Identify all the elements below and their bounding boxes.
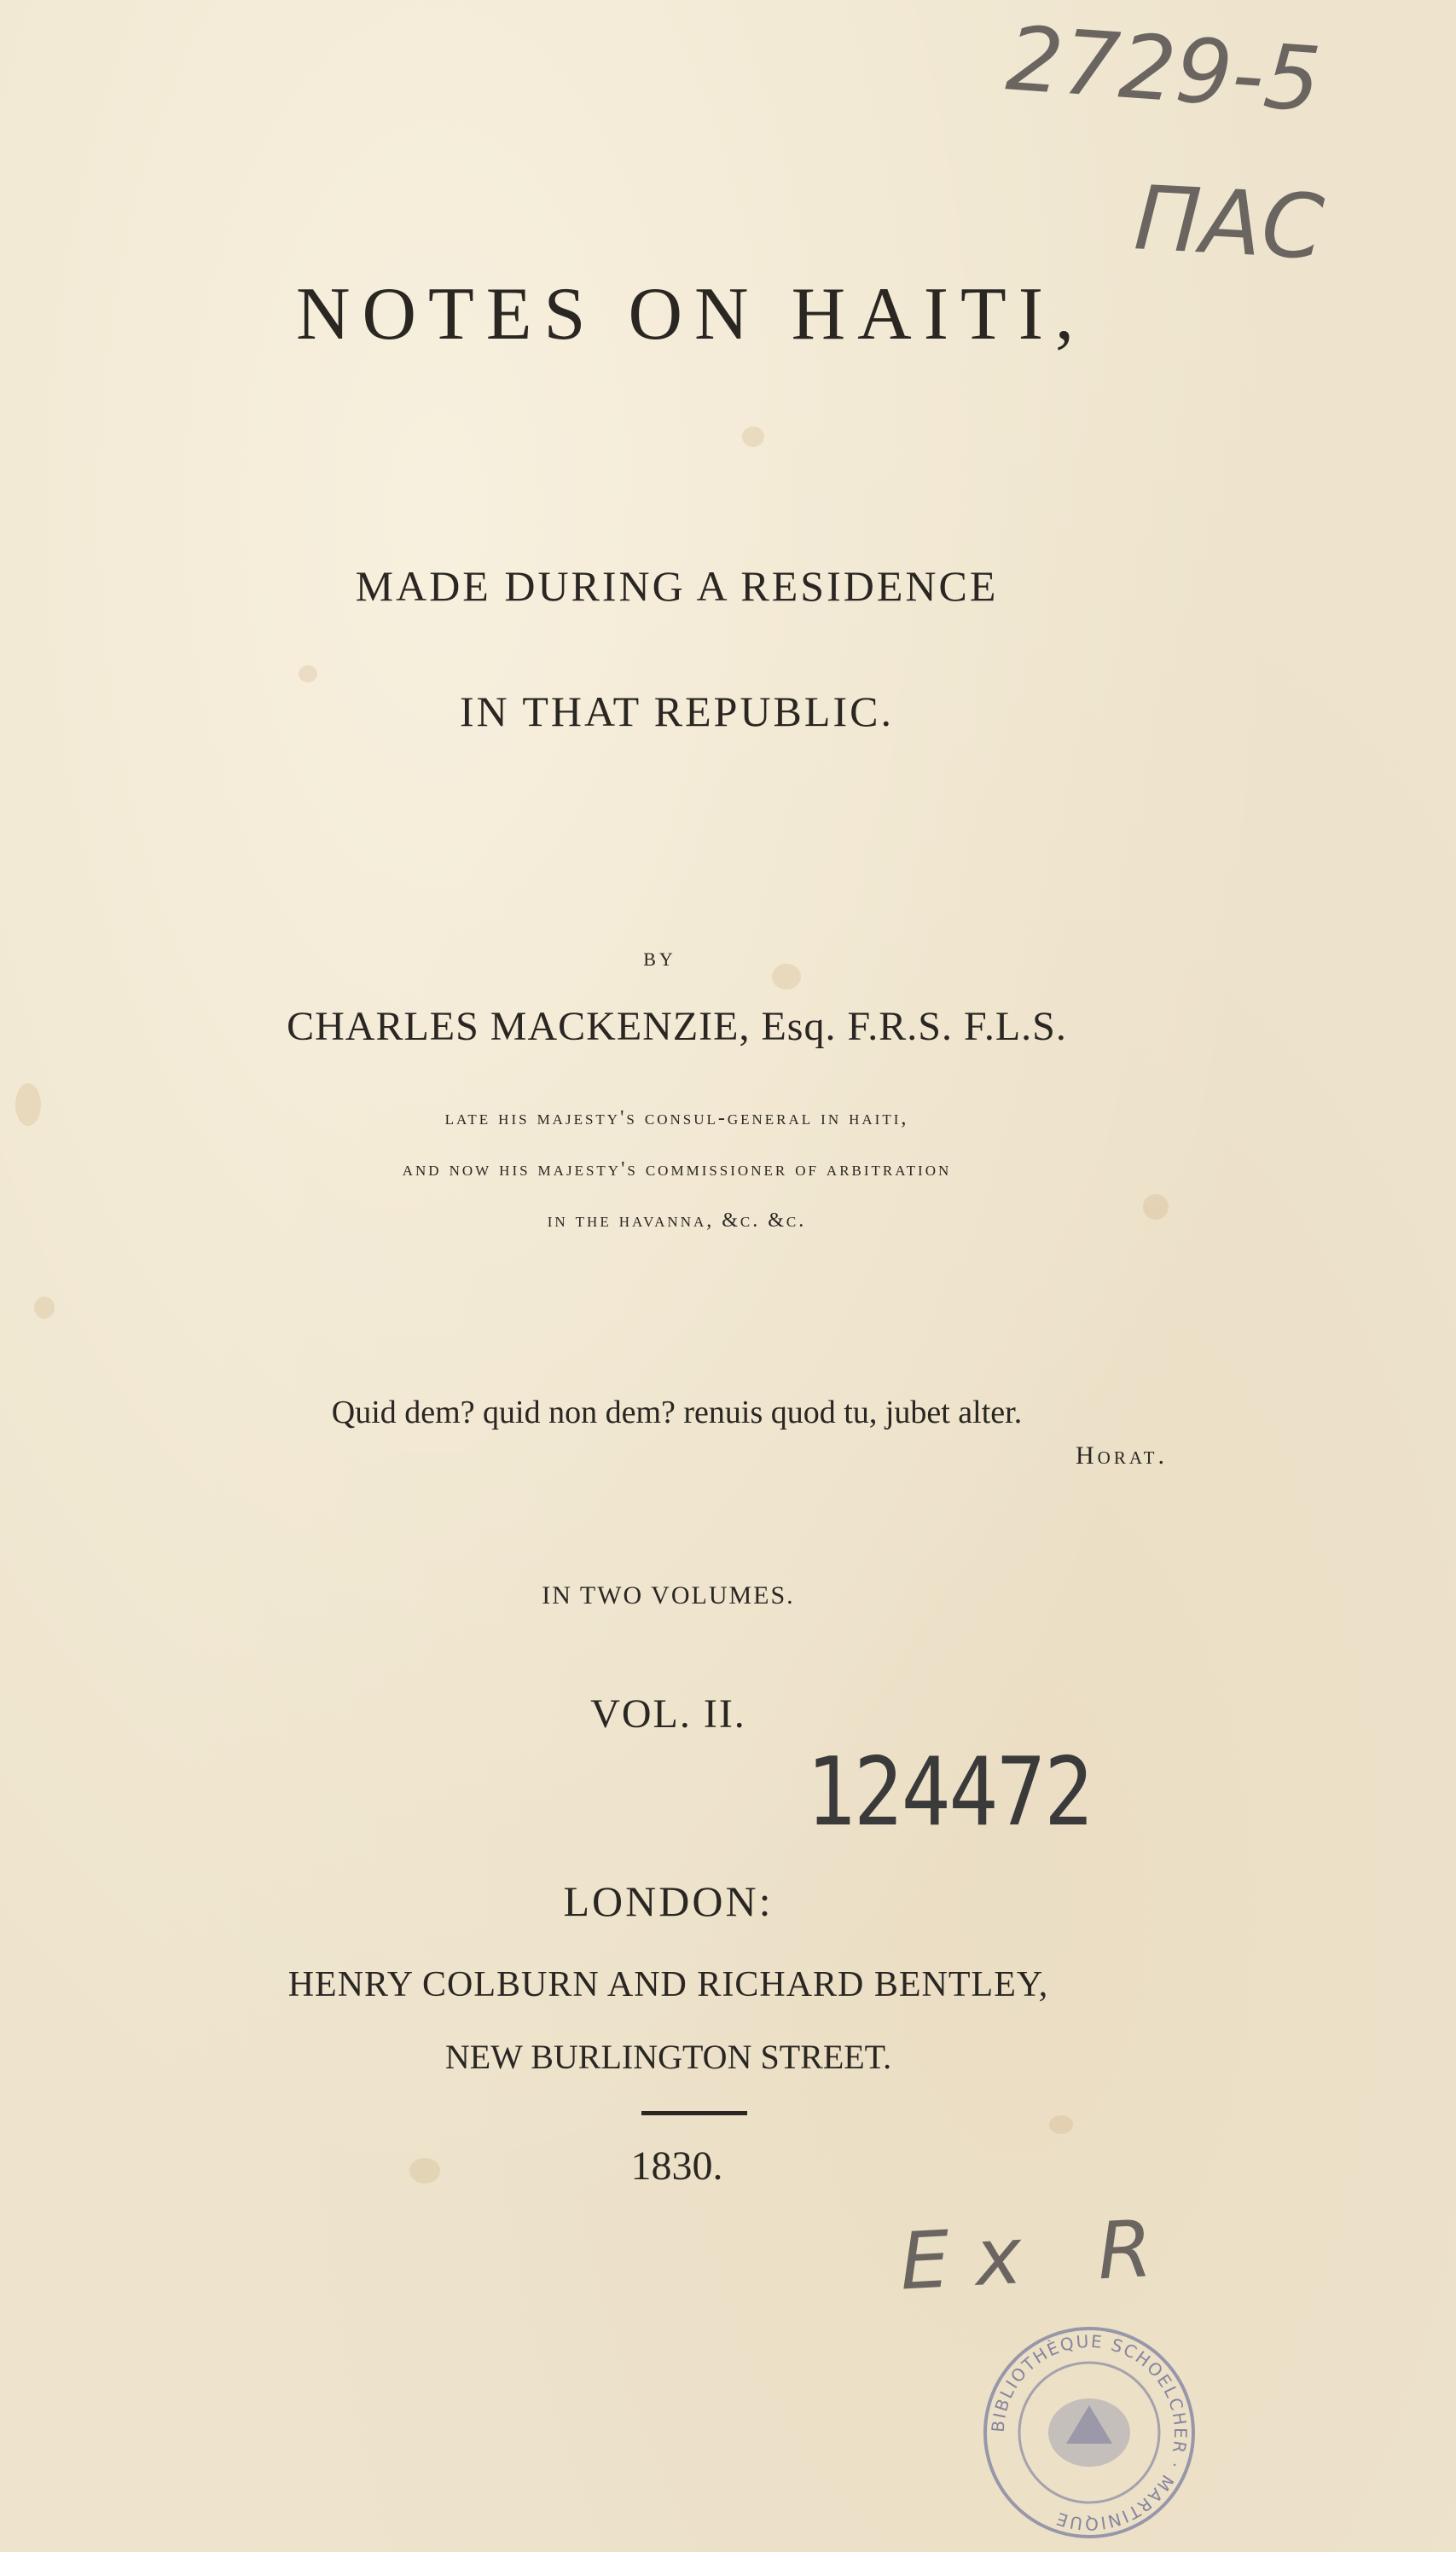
imprint-street: NEW BURLINGTON STREET. [444,2038,892,2076]
subtitle-line-2: IN THAT REPUBLIC. [460,687,894,735]
handwritten-shelfmark: 2729-5 [1003,6,1325,132]
subtitle-line-1: MADE DURING A RESIDENCE [355,562,999,610]
imprint-publisher: HENRY COLBURN AND RICHARD BENTLEY, [287,1965,1049,2004]
foxing-spot [1049,2115,1073,2134]
seal-text: BIBLIOTHÈQUE SCHOELCHER · MARTINIQUE [987,2330,1192,2535]
foxing-spot [34,1296,55,1319]
accession-number-stamp: 124472 [806,1737,1092,1847]
author-name: CHARLES MACKENZIE, Esq. F.R.S. F.L.S. [287,1004,1067,1049]
handwritten-ex-libris: Ex R [897,2201,1180,2308]
handwritten-collection-mark: ПАС [1131,165,1327,280]
byline: BY [643,948,676,970]
book-title: NOTES ON HAITI, [295,273,1087,356]
imprint-year: 1830. [630,2143,723,2189]
author-credential-line: late his majesty's consul-general in haiti, [444,1107,909,1129]
author-credential-line: and now his majesty's commissioner of arbitration [402,1158,952,1180]
volume-number: VOL. II. [590,1691,746,1737]
library-seal-stamp [972,2316,1207,2550]
seal-emblem-icon [1048,2398,1130,2467]
epigraph-source: Horat. [1075,1441,1168,1470]
volumes-note: IN TWO VOLUMES. [542,1581,795,1610]
epigraph-text: Quid dem? quid non dem? renuis quod tu, jubet alter. [331,1395,1023,1430]
foxing-spot [742,426,764,447]
imprint-rule [641,2111,747,2115]
imprint-city: LONDON: [563,1877,774,1925]
foxing-spot [299,665,317,682]
author-credential-line: in the havanna, &c. &c. [547,1209,807,1232]
